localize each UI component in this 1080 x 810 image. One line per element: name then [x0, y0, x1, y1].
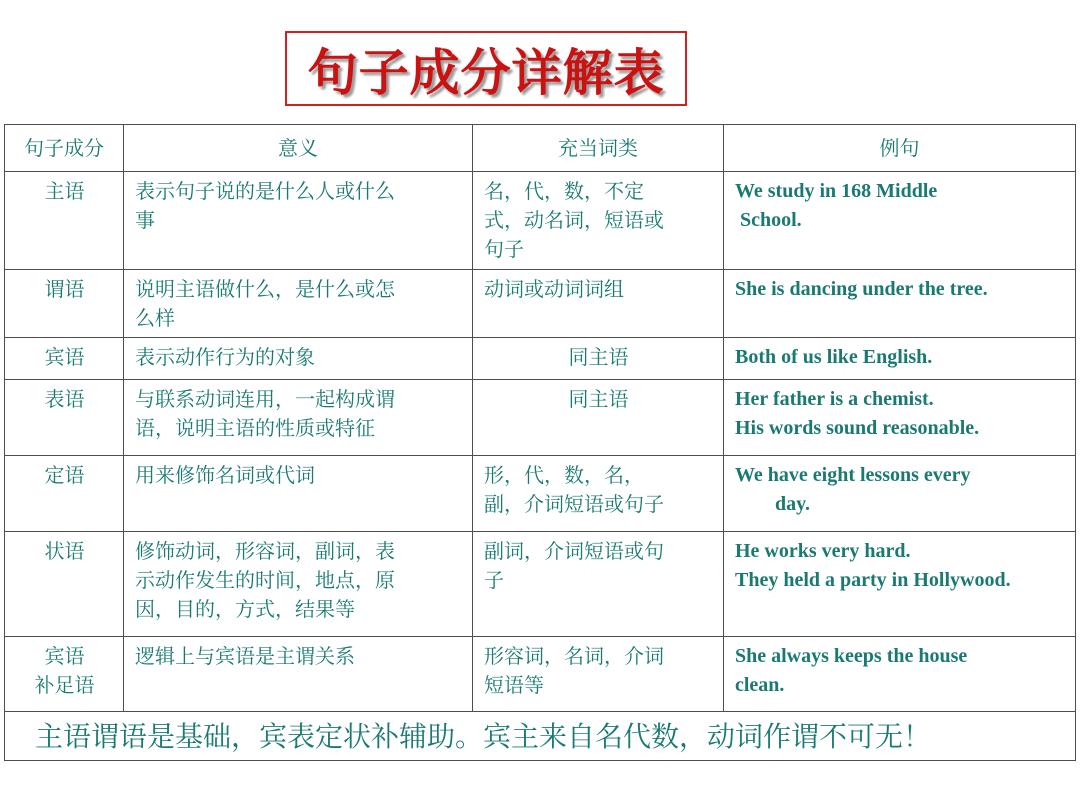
component-cell: [5, 338, 124, 380]
cell-line: 表示句子说的是什么人或什么: [135, 179, 395, 203]
cell-line: 因，目的，方式，结果等: [135, 597, 355, 621]
table-row: [5, 270, 1076, 338]
table-row: [5, 338, 1076, 380]
word-class-cell: [473, 380, 724, 456]
cell-line: 事: [135, 208, 155, 232]
cell-line: 用来修饰名词或代词: [135, 463, 315, 487]
cell-line: He works very hard.: [735, 540, 911, 562]
table-row: [5, 380, 1076, 456]
cell-line: 式，动名词，短语或: [484, 208, 664, 232]
word-class-cell: [473, 456, 724, 532]
cell-line: 谓语: [44, 277, 85, 301]
cell-line: 表语: [44, 387, 85, 411]
cell-line: 宾语: [44, 345, 85, 369]
cell-line: 定语: [44, 463, 85, 487]
cell-line: 逻辑上与宾语是主谓关系: [135, 644, 355, 668]
meaning-cell: [124, 338, 473, 380]
cell-line: 宾语: [44, 644, 85, 668]
cell-line: We study in 168 Middle: [735, 180, 938, 202]
table-row: [5, 172, 1076, 270]
cell-line: day.: [775, 493, 811, 515]
meaning-cell: [124, 456, 473, 532]
cell-line: 副，介词短语或句子: [484, 492, 664, 516]
motto-row: [5, 712, 1076, 761]
meaning-cell: [124, 270, 473, 338]
cell-line: 与联系动词连用，一起构成谓: [135, 387, 395, 411]
cell-line: 动词或动词词组: [484, 277, 624, 301]
cell-line: 说明主语做什么，是什么或怎: [135, 277, 395, 301]
cell-line: 副词，介词短语或句: [484, 539, 664, 563]
table-header-row: [5, 125, 1076, 172]
header-cell-example: 例句: [724, 125, 1076, 172]
cell-line: They held a party in Hollywood.: [735, 569, 1011, 591]
example-cell: [724, 172, 1076, 270]
cell-line: 同主语: [568, 345, 629, 369]
cell-line: She always keeps the house: [735, 645, 968, 667]
example-cell: [724, 380, 1076, 456]
table-row: [5, 532, 1076, 637]
cell-line: 补足语: [34, 673, 95, 697]
example-cell: [724, 456, 1076, 532]
component-cell: [5, 172, 124, 270]
cell-line: We have eight lessons every: [735, 464, 971, 486]
page-title: 句子成分详解表: [307, 43, 665, 102]
cell-line: 句子: [484, 237, 524, 261]
meaning-cell: [124, 532, 473, 637]
cell-line: clean.: [735, 674, 785, 696]
cell-line: School.: [740, 209, 802, 231]
cell-line: 名，代，数，不定: [484, 179, 644, 203]
table-row: [5, 637, 1076, 712]
title-box: [285, 31, 687, 106]
cell-line: 形容词，名词，介词: [484, 644, 664, 668]
component-cell: [5, 532, 124, 637]
cell-line: 形，代，数，名，: [484, 463, 644, 487]
cell-line: 表示动作行为的对象: [135, 345, 315, 369]
cell-line: 么样: [135, 306, 175, 330]
cell-line: 子: [484, 568, 504, 592]
motto-text: 主语谓语是基础，宾表定状补辅助。宾主来自名代数，动词作谓不可无！: [5, 712, 1076, 761]
cell-line: 短语等: [484, 673, 544, 697]
header-cell-word-class: 充当词类: [473, 125, 724, 172]
cell-line: 修饰动词，形容词，副词，表: [135, 539, 395, 563]
component-cell: [5, 637, 124, 712]
meaning-cell: [124, 637, 473, 712]
example-cell: [724, 532, 1076, 637]
word-class-cell: [473, 637, 724, 712]
example-cell: [724, 270, 1076, 338]
cell-line: 示动作发生的时间，地点，原: [135, 568, 395, 592]
cell-line: 状语: [44, 539, 85, 563]
sentence-component-table: [4, 124, 1076, 761]
cell-line: Both of us like English.: [735, 346, 933, 368]
word-class-cell: [473, 338, 724, 380]
component-cell: [5, 380, 124, 456]
example-cell: [724, 338, 1076, 380]
table-row: [5, 456, 1076, 532]
meaning-cell: [124, 380, 473, 456]
cell-line: 主语: [44, 179, 85, 203]
cell-line: 同主语: [568, 387, 629, 411]
word-class-cell: [473, 532, 724, 637]
cell-line: She is dancing under the tree.: [735, 278, 988, 300]
header-cell-component: 句子成分: [5, 125, 124, 172]
component-cell: [5, 270, 124, 338]
cell-line: Her father is a chemist.: [735, 388, 934, 410]
cell-line: His words sound reasonable.: [735, 417, 980, 439]
component-cell: [5, 456, 124, 532]
word-class-cell: [473, 270, 724, 338]
word-class-cell: [473, 172, 724, 270]
meaning-cell: [124, 172, 473, 270]
header-cell-meaning: 意义: [124, 125, 473, 172]
example-cell: [724, 637, 1076, 712]
cell-line: 语，说明主语的性质或特征: [135, 416, 375, 440]
